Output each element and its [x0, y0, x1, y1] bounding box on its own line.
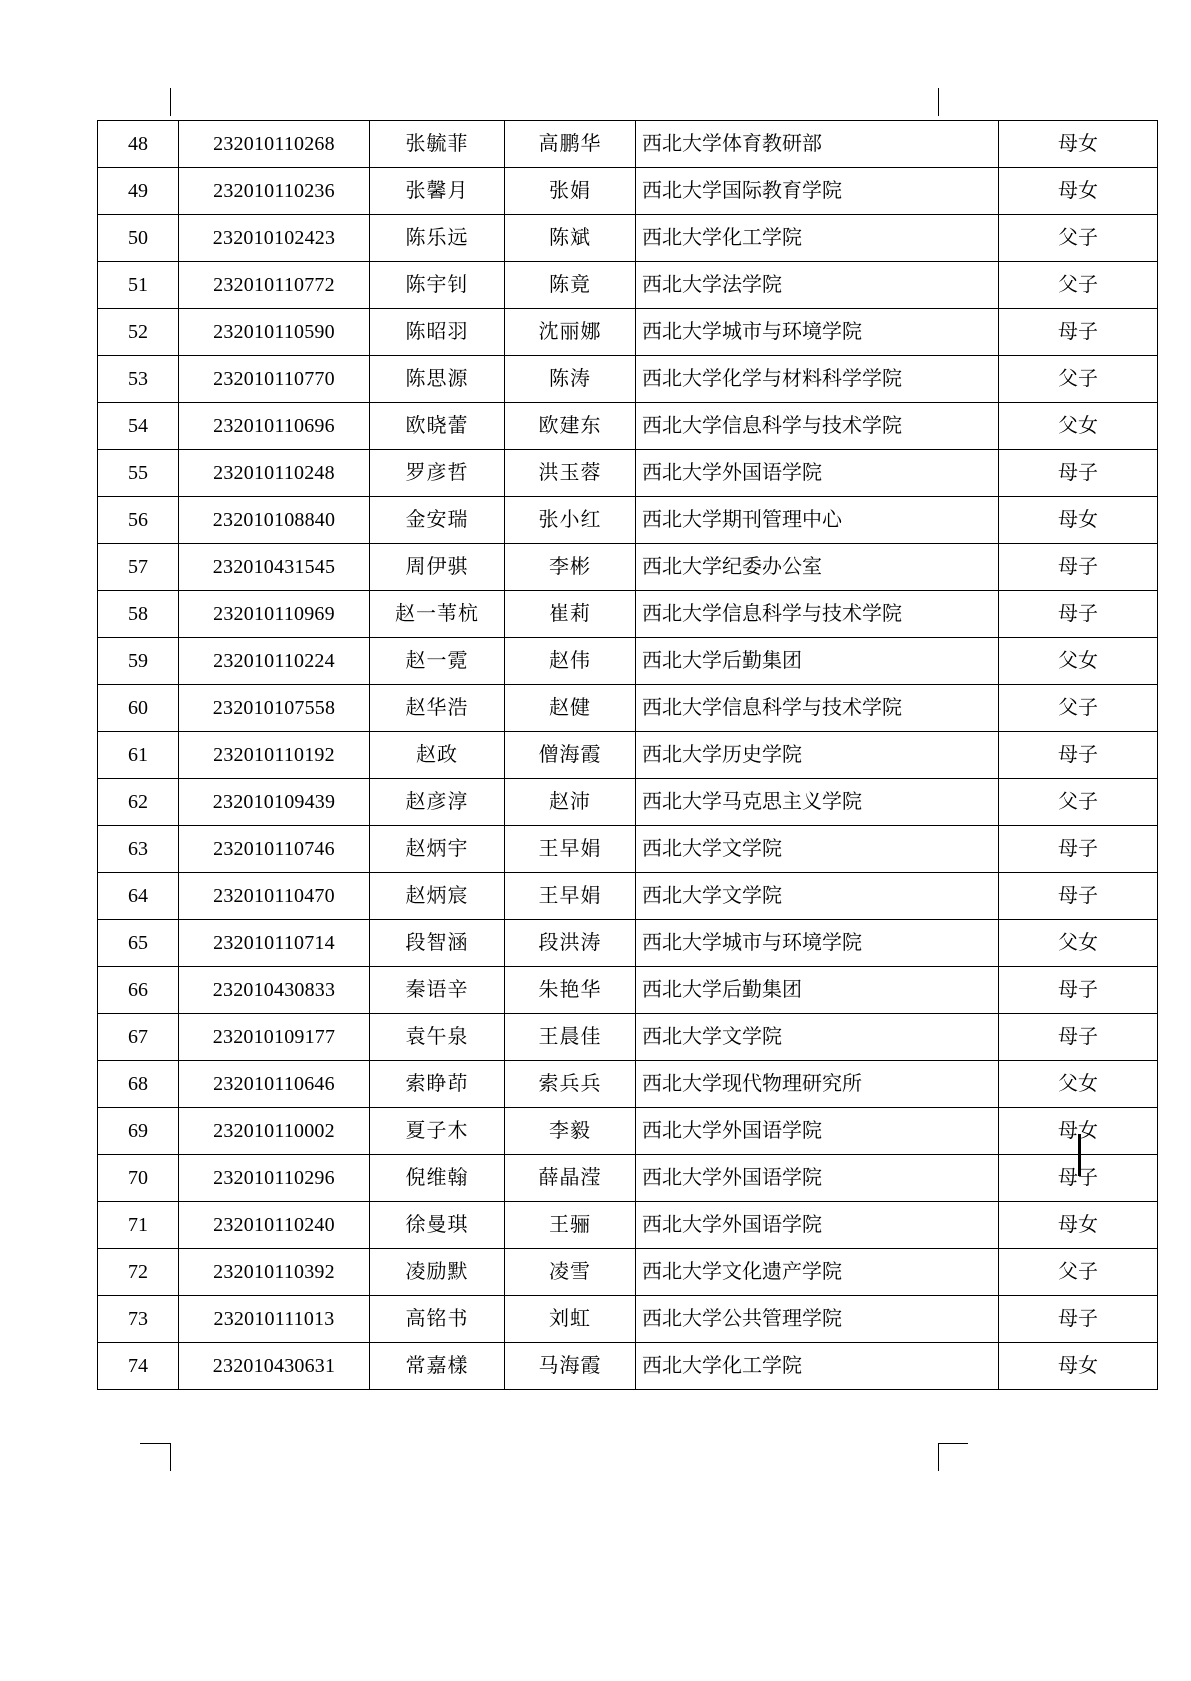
cell-relation: 父女: [999, 638, 1158, 685]
cell-unit: 西北大学国际教育学院: [636, 168, 999, 215]
cell-unit: 西北大学公共管理学院: [636, 1296, 999, 1343]
cell-parent-name: 刘虹: [505, 1296, 636, 1343]
cell-index: 66: [98, 967, 179, 1014]
cell-name: 段智涵: [370, 920, 505, 967]
cell-name: 赵炳宸: [370, 873, 505, 920]
cell-parent-name: 李彬: [505, 544, 636, 591]
crop-mark-top-right-vertical: [938, 88, 939, 116]
cell-index: 48: [98, 121, 179, 168]
cell-relation: 母子: [999, 544, 1158, 591]
cell-index: 72: [98, 1249, 179, 1296]
cell-relation: 母子: [999, 309, 1158, 356]
cell-relation: 母女: [999, 1343, 1158, 1390]
cell-parent-name: 王早娟: [505, 826, 636, 873]
cell-name: 欧晓蕾: [370, 403, 505, 450]
cell-relation: 母女: [999, 1202, 1158, 1249]
table-row: [98, 967, 1158, 1014]
cell-parent-name: 朱艳华: [505, 967, 636, 1014]
cell-relation: 母女: [999, 121, 1158, 168]
table-row: [98, 1202, 1158, 1249]
cell-id: 232010110770: [179, 356, 370, 403]
cell-name: 高铭书: [370, 1296, 505, 1343]
cell-relation: 母子: [999, 732, 1158, 779]
cell-relation: 母子: [999, 591, 1158, 638]
cell-unit: 西北大学法学院: [636, 262, 999, 309]
cell-name: 秦语辛: [370, 967, 505, 1014]
cell-relation: 父子: [999, 779, 1158, 826]
cell-id: 232010110590: [179, 309, 370, 356]
cell-unit: 西北大学现代物理研究所: [636, 1061, 999, 1108]
cell-relation: 父子: [999, 356, 1158, 403]
cell-parent-name: 张娟: [505, 168, 636, 215]
cell-id: 232010110772: [179, 262, 370, 309]
cell-index: 51: [98, 262, 179, 309]
cell-unit: 西北大学后勤集团: [636, 638, 999, 685]
cell-relation: 母子: [999, 826, 1158, 873]
cell-relation: 母女: [999, 497, 1158, 544]
cell-index: 71: [98, 1202, 179, 1249]
cell-id: 232010430833: [179, 967, 370, 1014]
table-row: [98, 450, 1158, 497]
cell-unit: 西北大学期刊管理中心: [636, 497, 999, 544]
cell-parent-name: 高鹏华: [505, 121, 636, 168]
cell-parent-name: 凌雪: [505, 1249, 636, 1296]
cell-unit: 西北大学外国语学院: [636, 1108, 999, 1155]
table-row: [98, 1014, 1158, 1061]
cell-name: 赵彦淳: [370, 779, 505, 826]
cell-id: 232010110002: [179, 1108, 370, 1155]
crop-mark-bottom-left-vertical: [170, 1443, 171, 1471]
cell-relation: 母女: [999, 1108, 1158, 1155]
cell-unit: 西北大学信息科学与技术学院: [636, 591, 999, 638]
table-row: [98, 1108, 1158, 1155]
cell-relation: 母女: [999, 168, 1158, 215]
cell-unit: 西北大学外国语学院: [636, 1202, 999, 1249]
cell-id: 232010431545: [179, 544, 370, 591]
cell-name: 赵炳宇: [370, 826, 505, 873]
cell-index: 65: [98, 920, 179, 967]
cell-index: 49: [98, 168, 179, 215]
cell-unit: 西北大学后勤集团: [636, 967, 999, 1014]
cell-name: 罗彦哲: [370, 450, 505, 497]
cell-unit: 西北大学信息科学与技术学院: [636, 685, 999, 732]
cell-name: 凌励默: [370, 1249, 505, 1296]
table-row: [98, 591, 1158, 638]
cell-index: 53: [98, 356, 179, 403]
cell-name: 张馨月: [370, 168, 505, 215]
cell-parent-name: 赵健: [505, 685, 636, 732]
cell-parent-name: 马海霞: [505, 1343, 636, 1390]
table-row: [98, 826, 1158, 873]
table-row: [98, 685, 1158, 732]
cell-index: 58: [98, 591, 179, 638]
table-row: [98, 1296, 1158, 1343]
cell-name: 索睁茚: [370, 1061, 505, 1108]
table-row: [98, 215, 1158, 262]
cell-index: 68: [98, 1061, 179, 1108]
cell-parent-name: 欧建东: [505, 403, 636, 450]
cell-id: 232010107558: [179, 685, 370, 732]
table-row: [98, 309, 1158, 356]
cell-id: 232010110470: [179, 873, 370, 920]
cell-id: 232010109177: [179, 1014, 370, 1061]
cell-unit: 西北大学化学与材料科学学院: [636, 356, 999, 403]
cell-index: 55: [98, 450, 179, 497]
table-row: [98, 356, 1158, 403]
cell-name: 常嘉樣: [370, 1343, 505, 1390]
table-row: [98, 544, 1158, 591]
cell-unit: 西北大学马克思主义学院: [636, 779, 999, 826]
cell-index: 56: [98, 497, 179, 544]
cell-index: 52: [98, 309, 179, 356]
cell-relation: 母子: [999, 967, 1158, 1014]
cell-index: 70: [98, 1155, 179, 1202]
cell-unit: 西北大学纪委办公室: [636, 544, 999, 591]
cell-relation: 母子: [999, 450, 1158, 497]
cell-id: 232010110646: [179, 1061, 370, 1108]
cell-id: 232010110714: [179, 920, 370, 967]
cell-unit: 西北大学历史学院: [636, 732, 999, 779]
cell-index: 50: [98, 215, 179, 262]
roster-table-body: [98, 121, 1158, 1390]
cell-index: 57: [98, 544, 179, 591]
cell-id: 232010430631: [179, 1343, 370, 1390]
cell-id: 232010110746: [179, 826, 370, 873]
cell-name: 赵一苇杭: [370, 591, 505, 638]
cell-unit: 西北大学外国语学院: [636, 1155, 999, 1202]
crop-mark-bottom-right-vertical: [938, 1443, 939, 1471]
cell-unit: 西北大学文化遗产学院: [636, 1249, 999, 1296]
table-row: [98, 732, 1158, 779]
table-row: [98, 873, 1158, 920]
cell-id: 232010110224: [179, 638, 370, 685]
cell-name: 陈宇钊: [370, 262, 505, 309]
cell-id: 232010110240: [179, 1202, 370, 1249]
cell-index: 67: [98, 1014, 179, 1061]
cell-name: 夏子木: [370, 1108, 505, 1155]
crop-mark-bottom-right-horizontal: [938, 1443, 968, 1444]
cell-name: 张毓菲: [370, 121, 505, 168]
cell-unit: 西北大学文学院: [636, 826, 999, 873]
cell-name: 倪维翰: [370, 1155, 505, 1202]
cell-parent-name: 洪玉蓉: [505, 450, 636, 497]
cell-id: 232010110296: [179, 1155, 370, 1202]
table-row: [98, 168, 1158, 215]
cell-name: 赵政: [370, 732, 505, 779]
cell-relation: 父女: [999, 1061, 1158, 1108]
cell-parent-name: 索兵兵: [505, 1061, 636, 1108]
cell-name: 赵一霓: [370, 638, 505, 685]
table-row: [98, 779, 1158, 826]
cell-relation: 父子: [999, 262, 1158, 309]
cell-index: 69: [98, 1108, 179, 1155]
cell-relation: 母子: [999, 873, 1158, 920]
table-row: [98, 403, 1158, 450]
cell-id: 232010110696: [179, 403, 370, 450]
cell-parent-name: 王早娟: [505, 873, 636, 920]
cell-relation: 父子: [999, 215, 1158, 262]
cell-parent-name: 陈涛: [505, 356, 636, 403]
cell-parent-name: 段洪涛: [505, 920, 636, 967]
cell-relation: 父女: [999, 920, 1158, 967]
cell-parent-name: 崔莉: [505, 591, 636, 638]
cell-name: 周伊骐: [370, 544, 505, 591]
cell-relation: 母子: [999, 1155, 1158, 1202]
cell-name: 赵华浩: [370, 685, 505, 732]
crop-mark-top-left-vertical: [170, 88, 171, 116]
cell-unit: 西北大学外国语学院: [636, 450, 999, 497]
table-row: [98, 497, 1158, 544]
cell-parent-name: 王骊: [505, 1202, 636, 1249]
cell-parent-name: 李毅: [505, 1108, 636, 1155]
cell-parent-name: 张小红: [505, 497, 636, 544]
cell-index: 74: [98, 1343, 179, 1390]
cell-id: 232010110392: [179, 1249, 370, 1296]
cell-unit: 西北大学体育教研部: [636, 121, 999, 168]
table-row: [98, 638, 1158, 685]
cell-unit: 西北大学文学院: [636, 873, 999, 920]
cell-name: 陈思源: [370, 356, 505, 403]
table-row: [98, 1343, 1158, 1390]
cell-index: 62: [98, 779, 179, 826]
cell-index: 64: [98, 873, 179, 920]
table-row: [98, 121, 1158, 168]
cell-unit: 西北大学化工学院: [636, 1343, 999, 1390]
cell-id: 232010110236: [179, 168, 370, 215]
cell-id: 232010110969: [179, 591, 370, 638]
cell-id: 232010108840: [179, 497, 370, 544]
cell-index: 61: [98, 732, 179, 779]
cell-unit: 西北大学文学院: [636, 1014, 999, 1061]
cell-parent-name: 陈斌: [505, 215, 636, 262]
cell-name: 徐曼琪: [370, 1202, 505, 1249]
table-row: [98, 1249, 1158, 1296]
cell-id: 232010111013: [179, 1296, 370, 1343]
cell-id: 232010102423: [179, 215, 370, 262]
cell-unit: 西北大学信息科学与技术学院: [636, 403, 999, 450]
cell-index: 63: [98, 826, 179, 873]
table-row: [98, 262, 1158, 309]
cell-unit: 西北大学城市与环境学院: [636, 309, 999, 356]
document-page: [97, 120, 1098, 1390]
cell-relation: 母子: [999, 1014, 1158, 1061]
cell-index: 59: [98, 638, 179, 685]
cell-id: 232010110248: [179, 450, 370, 497]
cell-unit: 西北大学城市与环境学院: [636, 920, 999, 967]
cell-relation: 父子: [999, 1249, 1158, 1296]
cell-relation: 母子: [999, 1296, 1158, 1343]
cell-index: 54: [98, 403, 179, 450]
cell-name: 袁午泉: [370, 1014, 505, 1061]
cell-id: 232010109439: [179, 779, 370, 826]
cell-parent-name: 沈丽娜: [505, 309, 636, 356]
cell-parent-name: 赵沛: [505, 779, 636, 826]
roster-table: [97, 120, 1158, 1390]
cell-relation: 父女: [999, 403, 1158, 450]
cell-relation: 父子: [999, 685, 1158, 732]
table-row: [98, 1061, 1158, 1108]
table-row: [98, 920, 1158, 967]
cell-parent-name: 薛晶滢: [505, 1155, 636, 1202]
cell-id: 232010110192: [179, 732, 370, 779]
cell-id: 232010110268: [179, 121, 370, 168]
table-row: [98, 1155, 1158, 1202]
cell-name: 陈昭羽: [370, 309, 505, 356]
cell-index: 60: [98, 685, 179, 732]
cell-parent-name: 僧海霞: [505, 732, 636, 779]
cell-name: 金安瑞: [370, 497, 505, 544]
cell-parent-name: 陈竟: [505, 262, 636, 309]
crop-mark-bottom-left-horizontal: [140, 1443, 170, 1444]
cell-parent-name: 王晨佳: [505, 1014, 636, 1061]
cell-unit: 西北大学化工学院: [636, 215, 999, 262]
cell-parent-name: 赵伟: [505, 638, 636, 685]
cell-index: 73: [98, 1296, 179, 1343]
cell-name: 陈乐远: [370, 215, 505, 262]
